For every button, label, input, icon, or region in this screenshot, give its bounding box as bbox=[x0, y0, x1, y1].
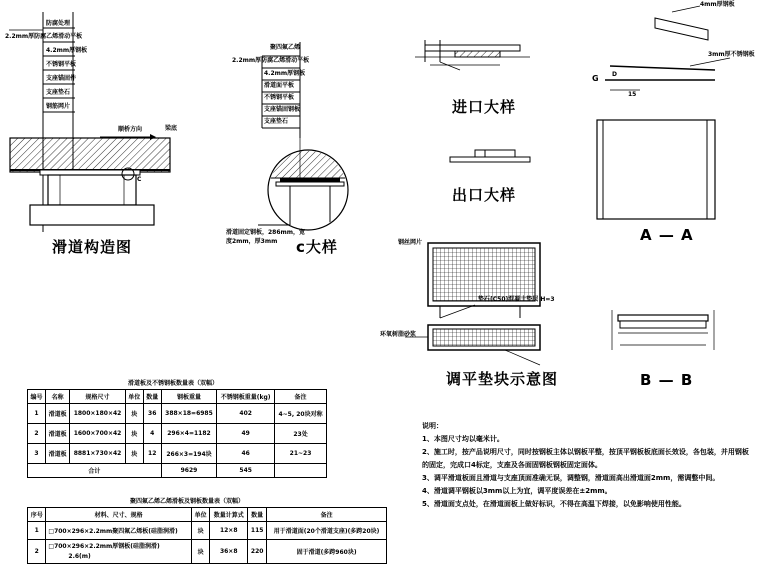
steel-plate-table bbox=[27, 389, 327, 478]
callout-label: 滑道面平板 bbox=[264, 82, 295, 89]
callout-label: 垫石(C50)混凝土垫层 H=3 bbox=[478, 296, 555, 303]
view-title: c大样 bbox=[296, 238, 338, 256]
table-cell: 36 bbox=[143, 404, 161, 424]
table-cell bbox=[46, 540, 191, 564]
table-cell: 23处 bbox=[275, 424, 327, 444]
table-cell: 220 bbox=[248, 540, 267, 564]
callout-label: 环氧树脂砂浆 bbox=[380, 331, 417, 338]
view-title: 滑道构造图 bbox=[52, 238, 133, 256]
table-cell: 用于滑道面(20个滑道支座)(多跨20块) bbox=[267, 522, 387, 540]
table-cell: 块 bbox=[125, 444, 143, 464]
table-cell: 滑道板 bbox=[45, 444, 69, 464]
direction-label: 顺桥方向 bbox=[118, 126, 143, 133]
callout-label: 支座锚固件 bbox=[46, 75, 77, 82]
table-cell: 46 bbox=[217, 444, 275, 464]
callout-label: 钢丝网片 bbox=[398, 239, 423, 246]
table-header-cell: 钢板重量 bbox=[161, 390, 217, 404]
view-title: A — A bbox=[640, 226, 694, 244]
table-header-cell: 数量计算式 bbox=[210, 508, 248, 522]
table-header-cell: 规格尺寸 bbox=[70, 390, 126, 404]
note-item: 4、滑道调平钢板以3mm以上为宜，调平度误差在±2mm。 bbox=[422, 487, 612, 495]
ref-mark: C bbox=[137, 176, 142, 183]
table-header-cell: 单位 bbox=[191, 508, 209, 522]
table-cell: 2 bbox=[28, 424, 46, 444]
table-total-steel: 9629 bbox=[161, 464, 217, 478]
table-header-cell: 数量 bbox=[143, 390, 161, 404]
pad-diagram-view bbox=[405, 243, 540, 365]
table-cell: 388×18=6985 bbox=[161, 404, 217, 424]
mark-15: 15 bbox=[628, 91, 637, 98]
section-bb-view bbox=[612, 310, 714, 350]
table-cell: 12 bbox=[143, 444, 161, 464]
section-aa-view bbox=[597, 6, 730, 219]
table-cell-extra: 2.6(m) bbox=[68, 552, 91, 560]
table-cell: 4 bbox=[143, 424, 161, 444]
view-title: 进口大样 bbox=[452, 98, 517, 116]
entrance-detail-view bbox=[415, 40, 530, 70]
callout-label: 支座垫石 bbox=[264, 118, 289, 125]
table-cell: 4~5, 20块对称 bbox=[275, 404, 327, 424]
table-header-cell: 编号 bbox=[28, 390, 46, 404]
table-cell: 块 bbox=[125, 424, 143, 444]
callout-label: 4mm厚钢板 bbox=[700, 1, 735, 8]
table-header-cell: 不锈钢板重量(kg) bbox=[217, 390, 275, 404]
table-cell: 1800×180×42 bbox=[70, 404, 126, 424]
mark-g: G bbox=[592, 74, 599, 83]
table-cell: 块 bbox=[125, 404, 143, 424]
table-cell: 21~23 bbox=[275, 444, 327, 464]
table-row bbox=[28, 522, 387, 540]
table-cell: 1 bbox=[28, 522, 46, 540]
detail-c-note: 滑道固定钢板，286mm，宽度2mm，厚3mm bbox=[226, 229, 306, 245]
callout-label: 不锈钢平板 bbox=[264, 94, 295, 101]
table-cell: 3 bbox=[28, 444, 46, 464]
table-total-row bbox=[28, 464, 327, 478]
table-row bbox=[28, 444, 327, 464]
table-header-cell: 备注 bbox=[267, 508, 387, 522]
notes-block bbox=[422, 420, 752, 511]
callout-label: 支座锚固钢板 bbox=[264, 106, 301, 113]
note-item: 5、滑道面支点处，在滑道面板上做好标识，不得在高温下焊接，以免影响使用性能。 bbox=[422, 500, 686, 508]
table-cell: 2 bbox=[28, 540, 46, 564]
callout-label: 支座垫石 bbox=[46, 89, 71, 96]
mark-d: D bbox=[612, 71, 617, 78]
table-cell: 115 bbox=[248, 522, 267, 540]
table-cell: 12×8 bbox=[210, 522, 248, 540]
table-cell: 296×4=1182 bbox=[161, 424, 217, 444]
table-cell: 36×8 bbox=[210, 540, 248, 564]
table-row bbox=[28, 404, 327, 424]
table-cell: 49 bbox=[217, 424, 275, 444]
table2-caption: 聚四氟乙烯乙烯滑板及钢板数量表（双幅） bbox=[130, 498, 245, 505]
view-title: 出口大样 bbox=[452, 186, 517, 204]
table1-caption: 滑道板及不锈钢板数量表（双幅） bbox=[128, 380, 219, 387]
table-total-ss: 545 bbox=[217, 464, 275, 478]
table-cell: 固于滑道(多跨960块) bbox=[267, 540, 387, 564]
table-cell: 滑道板 bbox=[45, 424, 69, 444]
notes-heading: 说明： bbox=[422, 422, 443, 430]
table-header-row bbox=[28, 390, 327, 404]
table-cell: 1 bbox=[28, 404, 46, 424]
table-header-cell: 序号 bbox=[28, 508, 46, 522]
callout-label: 4.2mm厚钢板 bbox=[46, 47, 88, 54]
note-item: 1、本图尺寸均以毫米计。 bbox=[422, 435, 504, 443]
table-cell: 块 bbox=[191, 522, 209, 540]
slide-plate-table bbox=[27, 507, 387, 564]
table-cell: 402 bbox=[217, 404, 275, 424]
table-cell: 8881×730×42 bbox=[70, 444, 126, 464]
exit-detail-view bbox=[450, 150, 530, 162]
table-total-label: 合计 bbox=[28, 464, 162, 478]
table-header-cell: 数量 bbox=[248, 508, 267, 522]
table-header-cell: 单位 bbox=[125, 390, 143, 404]
callout-label: 钢筋网片 bbox=[46, 103, 71, 110]
table-cell bbox=[275, 464, 327, 478]
callout-label: 防腐处理 bbox=[46, 20, 71, 27]
table-cell: 266×3=194块 bbox=[161, 444, 217, 464]
table-header-cell: 名称 bbox=[45, 390, 69, 404]
callout-label: 2.2mm厚防腐乙烯滑动平板 bbox=[5, 33, 83, 40]
view-title: 调平垫块示意图 bbox=[446, 370, 559, 388]
table-row bbox=[28, 424, 327, 444]
table-cell: □700×296×2.2mm聚四氟乙烯板(硅脂润滑) bbox=[46, 522, 191, 540]
table-cell: 1600×700×42 bbox=[70, 424, 126, 444]
callout-label: 4.2mm厚钢板 bbox=[264, 70, 306, 77]
callout-label: 不锈钢平板 bbox=[46, 61, 77, 68]
table-header-row bbox=[28, 508, 387, 522]
table-header-cell: 材料、尺寸、规格 bbox=[46, 508, 191, 522]
note-item: 3、调平滑道板面且滑道与支座顶面准确无误，调整钢，滑道面高出滑道面2mm，需调整中间。 bbox=[422, 474, 720, 482]
callout-label: 聚四氟乙烯 bbox=[270, 44, 301, 51]
callout-label: 2.2mm厚防腐乙烯滑动平板 bbox=[232, 57, 310, 64]
table-header-cell: 备注 bbox=[275, 390, 327, 404]
view-title: B — B bbox=[640, 371, 694, 389]
note-item: 2、施工时，按产品说明尺寸，同时按钢板主体以钢板平整，按顶平钢板板底面长效设，各包装，并用钢板的固定，完成口4标定，支座及各面固钢板钢板固定面体。 bbox=[422, 448, 749, 469]
table-row bbox=[28, 540, 387, 564]
callout-label: 3mm厚不锈钢板 bbox=[708, 51, 755, 58]
table-cell-text: □700×296×2.2mm厚钢板(硅脂润滑) bbox=[48, 542, 160, 550]
table-cell: 滑道板 bbox=[45, 404, 69, 424]
slide-structure-view bbox=[9, 12, 170, 232]
table-cell: 块 bbox=[191, 540, 209, 564]
edge-label: 梁底 bbox=[165, 125, 178, 132]
